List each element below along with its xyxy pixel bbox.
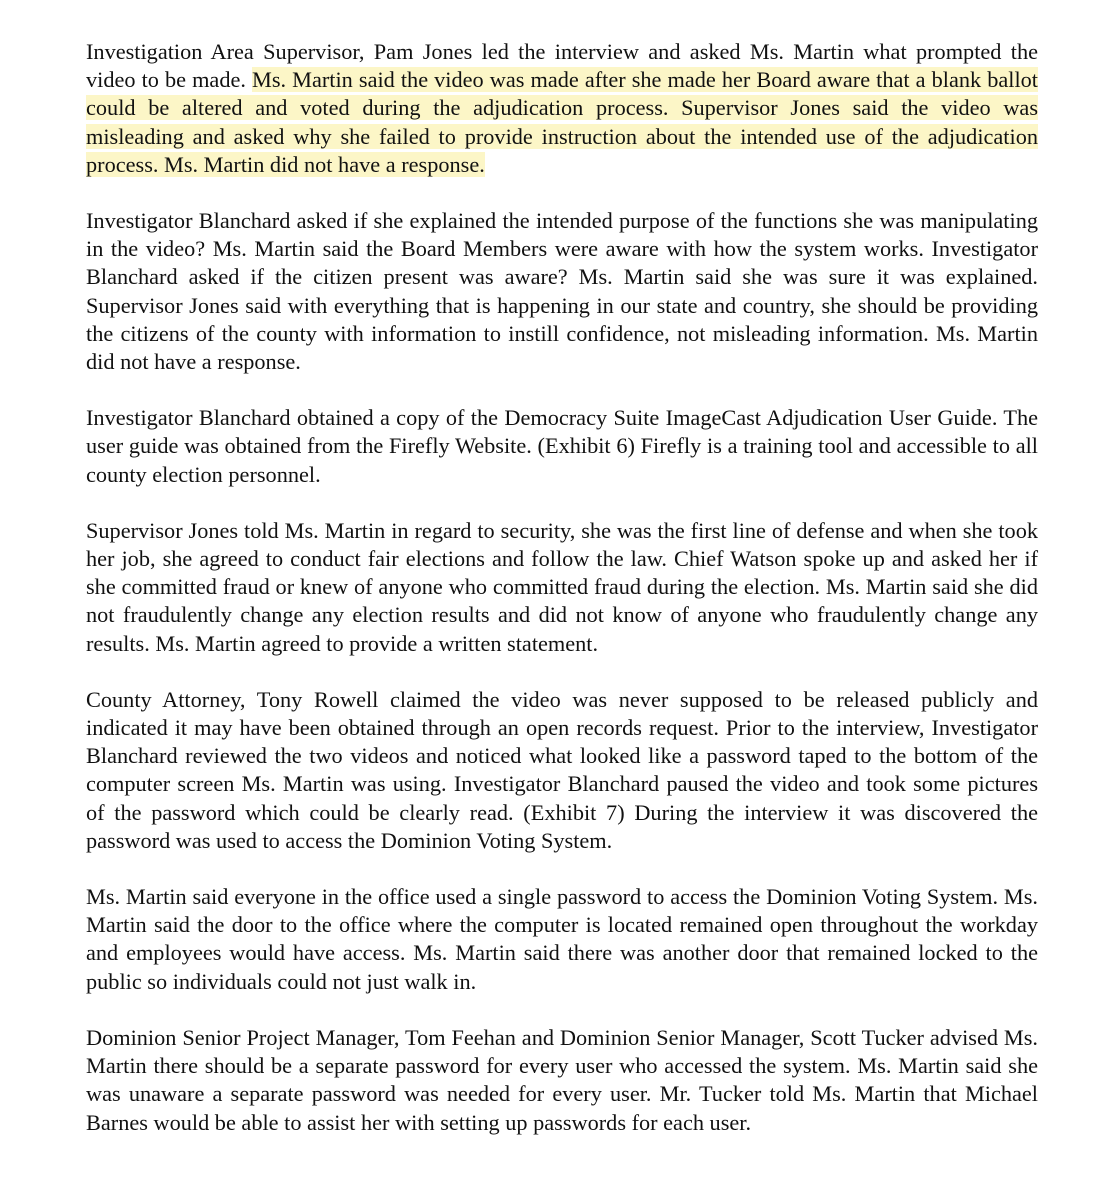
paragraph-county-attorney: County Attorney, Tony Rowell claimed the video was never supposed to be released publicly and indicated it may have been obtained through an open records request. Prior to the interview, Investigator Blanchard reviewed the two videos and noticed what looked like a password taped to the bottom of the computer screen Ms. Martin was using. Investigator Blanchard paused the video and took some pictures of the password which could be clearly read. (Exhibit 7) During the interview it was discovered the password was used to access the Dominion Voting System. bbox=[86, 686, 1038, 853]
paragraph-security: Supervisor Jones told Ms. Martin in regard to security, she was the first line of defense and when she took her job, she agreed to conduct fair elections and follow the law. Chief Watson spoke up and asked her if she committed fraud or knew of anyone who committed fraud during the election. Ms. Martin said she did not fraudulently change any election results and did not know of anyone who fraudulently change any results. Ms. Martin agreed to provide a written statement. bbox=[86, 517, 1038, 656]
paragraph-user-guide: Investigator Blanchard obtained a copy of the Democracy Suite ImageCast Adjudication User Guide. The user guide was obtained from the Firefly Website. (Exhibit 6) Firefly is a training tool and accessible to all county election personnel. bbox=[86, 405, 1038, 487]
paragraph-blanchard-questions: Investigator Blanchard asked if she explained the intended purpose of the functions she was manipulating in the video? Ms. Martin said the Board Members were aware with how the system works. Investigator Blanchard asked if the citizen present was aware? Ms. Martin said she was sure it was explained. Supervisor Jones said with everything that is happening in our state and country, she should be providing the citizens of the county with information to instill confidence, not misleading information. Ms. Martin did not have a response. bbox=[86, 208, 1038, 375]
paragraph-single-password: Ms. Martin said everyone in the office used a single password to access the Dominion Voting System. Ms. Martin said the door to the office where the computer is located remained open throughout the workday and employees would have access. Ms. Martin said there was another door that remained locked to the public so individuals could not just walk in. bbox=[86, 884, 1038, 994]
paragraph-interview-intro bbox=[86, 38, 1038, 179]
highlighted-text: Ms. Martin said the video was made after she made her Board aware that a blank ballot could be altered and voted during the adjudication process. Supervisor Jones said the video was misleading and asked why she failed to provide instruction about the intended use of the adjudication process. Ms. Martin did not have a response. bbox=[86, 67, 1038, 177]
paragraph-dominion-advice: Dominion Senior Project Manager, Tom Feehan and Dominion Senior Manager, Scott Tucker advised Ms. Martin there should be a separate password for every user who accessed the system. Ms. Martin said she was unaware a separate password was needed for every user. Mr. Tucker told Ms. Martin that Michael Barnes would be able to assist her with setting up passwords for each user. bbox=[86, 1024, 1038, 1135]
paragraph-text: Investigation Area Supervisor, Pam Jones led the interview and asked Ms. Martin what prompted the video to be made. bbox=[86, 39, 1038, 93]
document-page bbox=[86, 38, 1038, 1137]
